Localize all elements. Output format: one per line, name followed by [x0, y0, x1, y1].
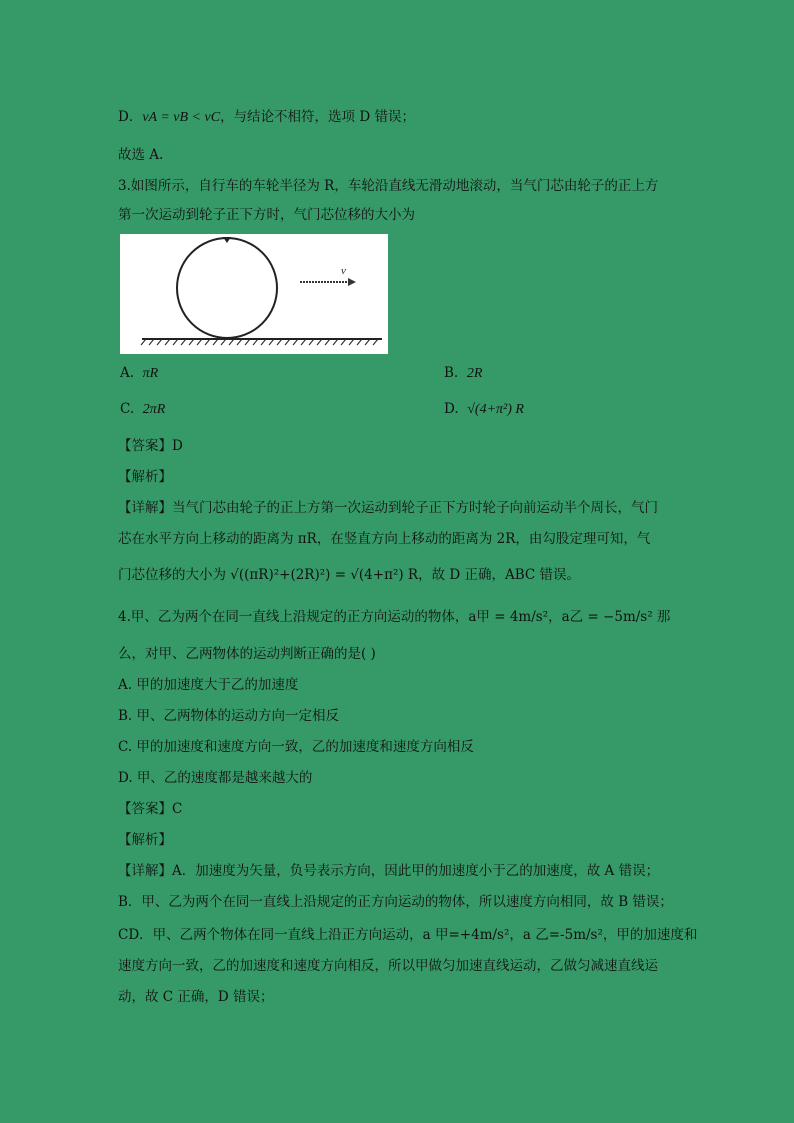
- q3-analysis-title: 【解析】: [118, 469, 172, 485]
- option-d-line: [118, 108, 415, 127]
- q4-option-a: A. 甲的加速度大于乙的加速度: [118, 677, 299, 693]
- q3-stem-line2: 第一次运动到轮子正下方时，气门芯位移的大小为: [118, 207, 415, 223]
- q4-option-d: D. 甲、乙的速度都是越来越大的: [118, 770, 313, 786]
- q3-answer: 【答案】D: [118, 438, 183, 454]
- q3-option-b: [444, 364, 482, 383]
- q4-answer: 【答案】C: [118, 801, 183, 817]
- velocity-label: v: [341, 265, 346, 277]
- q3-option-c-value: 2πR: [142, 402, 166, 417]
- q3-detail-line2: 芯在水平方向上移动的距离为 πR，在竖直方向上移动的距离为 2R，由勾股定理可知，气: [118, 531, 651, 547]
- option-d-suffix: ，与结论不相符，选项 D 错误；: [220, 109, 415, 125]
- wheel-diagram: [120, 234, 388, 354]
- q3-option-b-value: 2R: [466, 366, 483, 381]
- q3-option-a-label: A.: [120, 365, 135, 381]
- q3-detail-line1: 【详解】当气门芯由轮子的正上方第一次运动到轮子正下方时轮子向前运动半个周长，气门: [118, 500, 658, 516]
- q4-stem-line1: 4.甲、乙为两个在同一直线上沿规定的正方向运动的物体，a甲 = 4m/s²，a乙 = −5m/s² 那: [118, 609, 671, 625]
- q4-detail-line2: B．甲、乙为两个在同一直线上沿规定的正方向运动的物体，所以速度方向相同，故 B 错误；: [118, 894, 673, 910]
- option-d-math: vA = vB < vC: [142, 110, 221, 125]
- q4-analysis-title: 【解析】: [118, 832, 172, 848]
- valve-core-marker: [223, 237, 231, 243]
- conclusion-text: 故选 A.: [118, 147, 164, 163]
- option-d-prefix: D．: [118, 109, 143, 125]
- q3-option-a: [120, 364, 158, 383]
- q3-option-c-label: C.: [120, 401, 135, 417]
- wheel-figure: [120, 234, 388, 354]
- q3-option-d-label: D.: [444, 401, 459, 417]
- q3-detail-line3: 门芯位移的大小为 √((πR)²+(2R)²) = √(4+π²) R，故 D 正确，ABC 错误。: [118, 567, 581, 583]
- q3-stem-line1: 3.如图所示，自行车的车轮半径为 R，车轮沿直线无滑动地滚动，当气门芯由轮子的正上方: [118, 178, 659, 194]
- q4-option-c: C. 甲的加速度和速度方向一致，乙的加速度和速度方向相反: [118, 739, 474, 755]
- q4-detail-line5: 动，故 C 正确，D 错误；: [118, 989, 274, 1005]
- q4-detail-line1: 【详解】A．加速度为矢量，负号表示方向，因此甲的加速度小于乙的加速度，故 A 错误；: [118, 863, 660, 879]
- q3-option-d: [444, 400, 524, 419]
- wheel-circle: [177, 238, 277, 338]
- q3-option-c: [120, 400, 165, 419]
- q4-stem-line2: 么，对甲、乙两物体的运动判断正确的是( ): [118, 646, 376, 662]
- q4-option-b: B. 甲、乙两物体的运动方向一定相反: [118, 708, 340, 724]
- q4-detail-line3: CD．甲、乙两个物体在同一直线上沿正方向运动，a 甲=+4m/s²，a 乙=-5m/s²，甲的加速度和: [118, 927, 698, 943]
- q3-option-b-label: B.: [444, 365, 459, 381]
- q4-detail-line4: 速度方向一致，乙的加速度和速度方向相反，所以甲做匀加速直线运动，乙做匀减速直线运: [118, 958, 658, 974]
- velocity-arrowhead: [348, 278, 356, 286]
- q3-option-d-value: √(4+π²) R: [467, 402, 524, 417]
- q3-option-a-value: πR: [142, 366, 159, 381]
